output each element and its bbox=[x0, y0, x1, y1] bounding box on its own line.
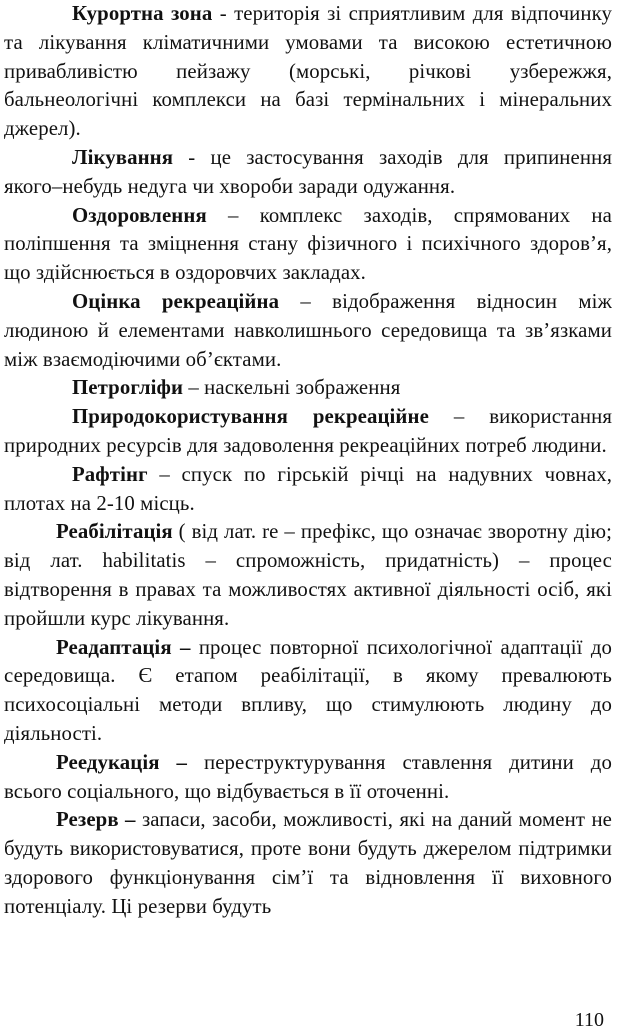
definition: – відображення відносин між людиною й елементами навколишнього середовища та зв’язками між взаємодіючими об’єктами. bbox=[4, 289, 612, 371]
definition: запаси, засоби, можливості, які на даний момент не будуть використовуватися, проте вони будуть джерелом підтримки здорового функціонування сім’ї та відновлення її виховного потенціалу. Ці резерви будуть bbox=[4, 808, 613, 918]
glossary-entry-readaptation bbox=[4, 634, 612, 749]
definition: – спуск по гірській річці на надувних човнах, плотах на 2-10 місць. bbox=[4, 462, 612, 515]
glossary-entry-resort-zone bbox=[4, 0, 612, 144]
term: Оцінка рекреаційна bbox=[72, 289, 280, 313]
term: Лікування bbox=[72, 145, 174, 169]
glossary-entry-health-improvement bbox=[4, 202, 612, 288]
definition: – наскельні зображення bbox=[183, 376, 401, 400]
definition: - це застосування заходів для припинення якого–небудь недуга чи хвороби заради одужання. bbox=[4, 145, 612, 198]
definition: ( від лат. re – префікс, що означає зворотну дію; від лат. habilitatis – спроможність, придатність) – процес відтворення в правах та можливостях активної діяльності осіб, які пройшли курс лікування. bbox=[4, 520, 612, 630]
definition: переструктурування ставлення дитини до всього соціального, що відбувається в її оточенні. bbox=[4, 750, 612, 803]
term: Реадаптація – bbox=[56, 635, 191, 659]
glossary-entry-reeducation bbox=[4, 749, 612, 807]
glossary-entry-rehabilitation bbox=[4, 518, 612, 633]
term: Рафтінг bbox=[72, 462, 148, 486]
term: Курортна зона bbox=[72, 2, 213, 25]
term: Природокористування рекреаційне bbox=[72, 405, 429, 429]
glossary-entry-petroglyphs bbox=[4, 374, 612, 403]
definition: – комплекс заходів, спрямованих на поліпшення та зміцнення стану фізичного і психічного здоров’я, що здійснюється в оздоровчих закладах. bbox=[4, 203, 612, 285]
glossary-entry-rafting bbox=[4, 461, 612, 519]
page-number: 110 bbox=[574, 1009, 604, 1031]
term: Реабілітація bbox=[56, 520, 173, 544]
document-page bbox=[4, 0, 612, 922]
term: Петрогліфи bbox=[72, 376, 184, 400]
glossary-entry-treatment bbox=[4, 144, 612, 202]
term: Резерв – bbox=[56, 808, 136, 832]
glossary-entry-reserve bbox=[4, 806, 612, 921]
definition: процес повторної психологічної адаптації до середовища. Є етапом реабілітації, в якому превалюють психосоціальні методи впливу, що стимулюють людину до діяльності. bbox=[4, 635, 613, 745]
term: Реедукація – bbox=[56, 750, 188, 774]
definition: – використання природних ресурсів для задоволення рекреаційних потреб людини. bbox=[4, 405, 612, 457]
glossary-entry-recreational-assessment bbox=[4, 288, 612, 374]
definition: - територія зі сприятливим для відпочинку та лікування кліматичними умовами та високою естетичною привабливістю пейзажу (морські, річкові узбережжя, бальнеологічні комплекси на базі термінальних і мінеральних джерел). bbox=[4, 2, 612, 141]
term: Оздоровлення bbox=[72, 203, 207, 227]
glossary-entry-recreational-nature-use bbox=[4, 403, 612, 461]
